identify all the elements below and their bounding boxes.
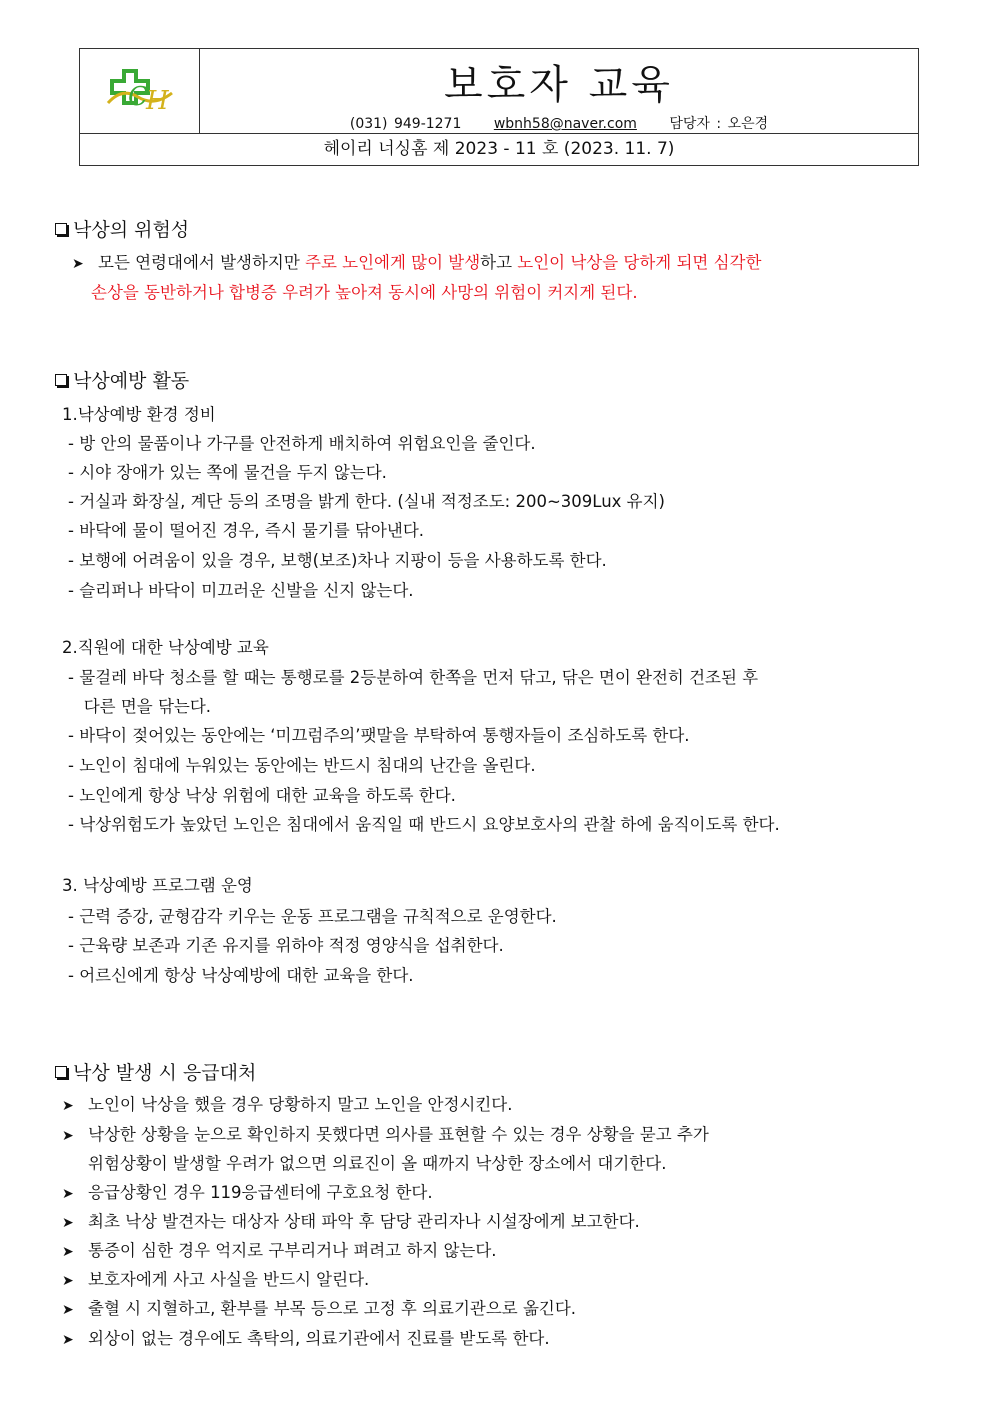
manager: 담당자 : 오은경 xyxy=(669,116,769,132)
arrow-bullet-icon: ➤ xyxy=(62,1273,74,1289)
list-item: ➤ 응급상황인 경우 119응급센터에 구호요청 한다. xyxy=(62,1182,433,1205)
page-title: 보호자 교육 xyxy=(444,62,674,108)
list-item: - 바닥에 물이 떨어진 경우, 즉시 물기를 닦아낸다. xyxy=(68,521,424,540)
contact-line xyxy=(200,113,918,133)
risk-line-1: ➤ 모든 연령대에서 발생하지만 주로 노인에게 많이 발생하고 노인이 낙상을 당하게 되면 심각한 xyxy=(72,252,761,275)
svg-text:H: H xyxy=(146,86,169,116)
list-item: - 보행에 어려움이 있을 경우, 보행(보조)차나 지팡이 등을 사용하도록 한다. xyxy=(68,551,607,570)
checkbox-bullet-icon xyxy=(55,374,67,386)
arrow-bullet-icon: ➤ xyxy=(62,1186,74,1202)
list-item-continuation: 다른 면을 닦는다. xyxy=(68,697,212,716)
section-emergency-title: 낙상 발생 시 응급대처 xyxy=(55,1061,256,1085)
list-item: - 바닥이 젖어있는 동안에는 ‘미끄럼주의’팻말을 부탁하여 통행자들이 조심하도록 한다. xyxy=(68,726,690,745)
list-item-continuation: 위험상황이 발생할 우려가 없으면 의료진이 올 때까지 낙상한 장소에서 대기한다. xyxy=(88,1154,667,1173)
arrow-bullet-icon: ➤ xyxy=(62,1332,74,1348)
list-item: - 물걸레 바닥 청소를 할 때는 통행로를 2등분하여 한쪽을 먼저 닦고, 닦은 면이 완전히 건조된 후 xyxy=(68,668,759,687)
arrow-bullet-icon: ➤ xyxy=(62,1128,74,1144)
list-item: - 노인에게 항상 낙상 위험에 대한 교육을 하도록 한다. xyxy=(68,786,456,805)
arrow-bullet-icon: ➤ xyxy=(72,256,84,272)
list-item: - 근력 증강, 균형감각 키우는 운동 프로그램을 규칙적으로 운영한다. xyxy=(68,907,557,926)
list-item: ➤ 낙상한 상황을 눈으로 확인하지 못했다면 의사를 표현할 수 있는 경우 상황을 묻고 추가 xyxy=(62,1124,709,1147)
list-item: - 어르신에게 항상 낙상예방에 대한 교육을 한다. xyxy=(68,966,414,985)
section-risk-title: 낙상의 위험성 xyxy=(55,218,189,242)
checkbox-bullet-icon xyxy=(55,1066,67,1078)
subsection-1-title: 1.낙상예방 환경 정비 xyxy=(62,405,216,424)
subsection-3-title: 3. 낙상예방 프로그램 운영 xyxy=(62,876,253,895)
list-item: - 거실과 화장실, 계단 등의 조명을 밝게 한다. (실내 적정조도: 200~309Lux 유지) xyxy=(68,492,665,511)
arrow-bullet-icon: ➤ xyxy=(62,1244,74,1260)
email-link[interactable]: wbnh58@naver.com xyxy=(493,116,637,132)
list-item: - 근육량 보존과 기존 유지를 위하야 적정 영양식을 섭취한다. xyxy=(68,936,504,955)
list-item: - 슬리퍼나 바닥이 미끄러운 신발을 신지 않는다. xyxy=(68,581,414,600)
list-item: ➤ 통증이 심한 경우 억지로 구부리거나 펴려고 하지 않는다. xyxy=(62,1240,497,1263)
arrow-bullet-icon: ➤ xyxy=(62,1098,74,1114)
svg-text:C: C xyxy=(128,82,148,112)
section-prevention-title: 낙상예방 활동 xyxy=(55,369,189,393)
subsection-2-title: 2.직원에 대한 낙상예방 교육 xyxy=(62,638,269,657)
risk-line-2: 손상을 동반하거나 합병증 우려가 높아져 동시에 사망의 위험이 커지게 된다. xyxy=(91,283,638,302)
list-item: ➤ 최초 낙상 발견자는 대상자 상태 파악 후 담당 관리자나 시설장에게 보고한다. xyxy=(62,1211,640,1234)
logo-cell xyxy=(80,49,200,133)
issue-info: 헤이리 너싱홈 제 2023 - 11 호 (2023. 11. 7) xyxy=(80,133,918,165)
arrow-bullet-icon: ➤ xyxy=(62,1302,74,1318)
header-table xyxy=(79,48,919,166)
list-item: - 방 안의 물품이나 가구를 안전하게 배치하여 위험요인을 줄인다. xyxy=(68,434,536,453)
phone: (031) 949-1271 xyxy=(349,116,462,132)
list-item: ➤ 노인이 낙상을 했을 경우 당황하지 말고 노인을 안정시킨다. xyxy=(62,1094,513,1117)
list-item: - 노인이 침대에 누워있는 동안에는 반드시 침대의 난간을 올린다. xyxy=(68,756,536,775)
list-item: ➤ 보호자에게 사고 사실을 반드시 알린다. xyxy=(62,1269,369,1292)
list-item: ➤ 외상이 없는 경우에도 촉탁의, 의료기관에서 진료를 받도록 한다. xyxy=(62,1328,550,1351)
title-cell xyxy=(200,49,918,133)
cross-ch-logo-icon xyxy=(102,65,180,117)
list-item: - 낙상위험도가 높았던 노인은 침대에서 움직일 때 반드시 요양보호사의 관찰 하에 움직이도록 한다. xyxy=(68,815,780,834)
list-item: ➤ 출혈 시 지혈하고, 환부를 부목 등으로 고정 후 의료기관으로 옮긴다. xyxy=(62,1298,576,1321)
arrow-bullet-icon: ➤ xyxy=(62,1215,74,1231)
list-item: - 시야 장애가 있는 쪽에 물건을 두지 않는다. xyxy=(68,463,387,482)
checkbox-bullet-icon xyxy=(55,223,67,235)
